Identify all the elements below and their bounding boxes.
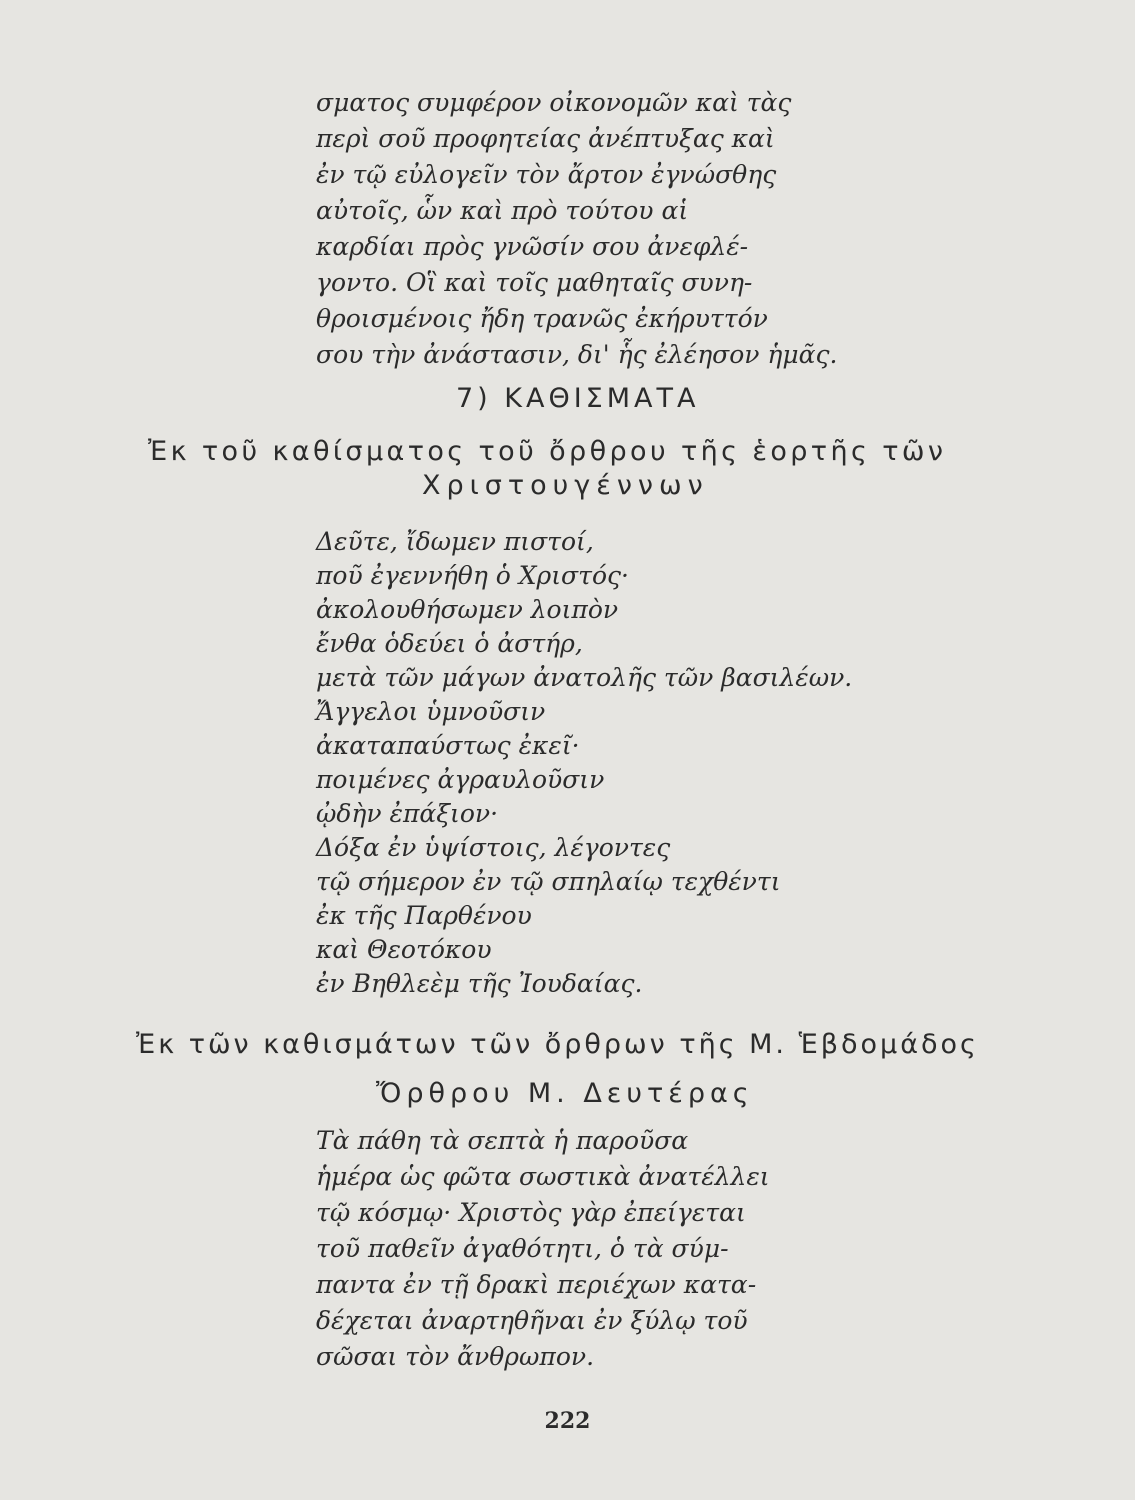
christmas-heading-line1: Ἐκ τοῦ καθίσματος τοῦ ὄρθρου τῆς ἑορτῆς τῶν (148, 436, 947, 467)
text-line: δέχεται ἀναρτηθῆναι ἐν ξύλῳ τοῦ (316, 1306, 748, 1335)
text-line: τῷ σήμερον ἐν τῷ σπηλαίῳ τεχθέντι (316, 867, 781, 896)
text-line: καρδίαι πρὸς γνῶσίν σου ἀνεφλέ- (316, 232, 749, 261)
christmas-heading-line2: Χριστουγέννων (422, 470, 709, 501)
holy-week-heading-line2: Ὄρθρου Μ. Δευτέρας (376, 1078, 754, 1109)
text-line: ἔνθα ὁδεύει ὁ ἀστήρ, (316, 629, 583, 658)
holy-week-heading-line1: Ἐκ τῶν καθισμάτων τῶν ὄρθρων τῆς Μ. Ἑβδομάδος (136, 1029, 979, 1060)
text-line: Δεῦτε, ἴδωμεν πιστοί, (316, 527, 594, 556)
page-number: 222 (544, 1408, 591, 1434)
text-line: αὐτοῖς, ὧν καὶ πρὸ τούτου αἱ (316, 196, 689, 225)
section-heading: 7) ΚΑΘΙΣΜΑΤΑ (456, 383, 700, 414)
text-line: σῶσαι τὸν ἄνθρωπον. (316, 1342, 595, 1371)
text-line: ποῦ ἐγεννήθη ὁ Χριστός· (316, 561, 629, 590)
text-line: ἐκ τῆς Παρθένου (316, 901, 532, 930)
text-line: Δόξα ἐν ὑψίστοις, λέγοντες (316, 833, 671, 862)
text-line: Ἄγγελοι ὑμνοῦσιν (316, 697, 546, 726)
text-line: μετὰ τῶν μάγων ἀνατολῆς τῶν βασιλέων. (316, 663, 853, 692)
text-line: γοντο. Οἳ καὶ τοῖς μαθηταῖς συνη- (316, 268, 753, 297)
text-line: τοῦ παθεῖν ἀγαθότητι, ὁ τὰ σύμ- (316, 1234, 729, 1263)
text-line: ἀκαταπαύστως ἐκεῖ· (316, 731, 580, 760)
text-line: τῷ κόσμῳ· Χριστὸς γὰρ ἐπείγεται (316, 1198, 746, 1227)
text-line: σου τὴν ἀνάστασιν, δι' ἧς ἐλέησον ἡμᾶς. (316, 340, 838, 369)
text-line: περὶ σοῦ προφητείας ἀνέπτυξας καὶ (316, 124, 775, 153)
text-line: σματος συμφέρον οἰκονομῶν καὶ τὰς (316, 88, 792, 117)
text-line: ἐν τῷ εὐλογεῖν τὸν ἄρτον ἐγνώσθης (316, 160, 777, 189)
text-line: ἀκολουθήσωμεν λοιπὸν (316, 595, 619, 624)
text-line: καὶ Θεοτόκου (316, 935, 492, 964)
text-line: ἐν Βηθλεὲμ τῆς Ἰουδαίας. (316, 969, 643, 998)
text-line: ᾠδὴν ἐπάξιον· (316, 799, 499, 828)
text-line: παντα ἐν τῇ δρακὶ περιέχων κατα- (316, 1270, 757, 1299)
text-line: θροισμένοις ἤδη τρανῶς ἐκήρυττόν (316, 304, 768, 333)
text-line: ἡμέρα ὡς φῶτα σωστικὰ ἀνατέλλει (316, 1162, 770, 1191)
text-line: Τὰ πάθη τὰ σεπτὰ ἡ παροῦσα (316, 1126, 689, 1155)
text-line: ποιμένες ἀγραυλοῦσιν (316, 765, 605, 794)
